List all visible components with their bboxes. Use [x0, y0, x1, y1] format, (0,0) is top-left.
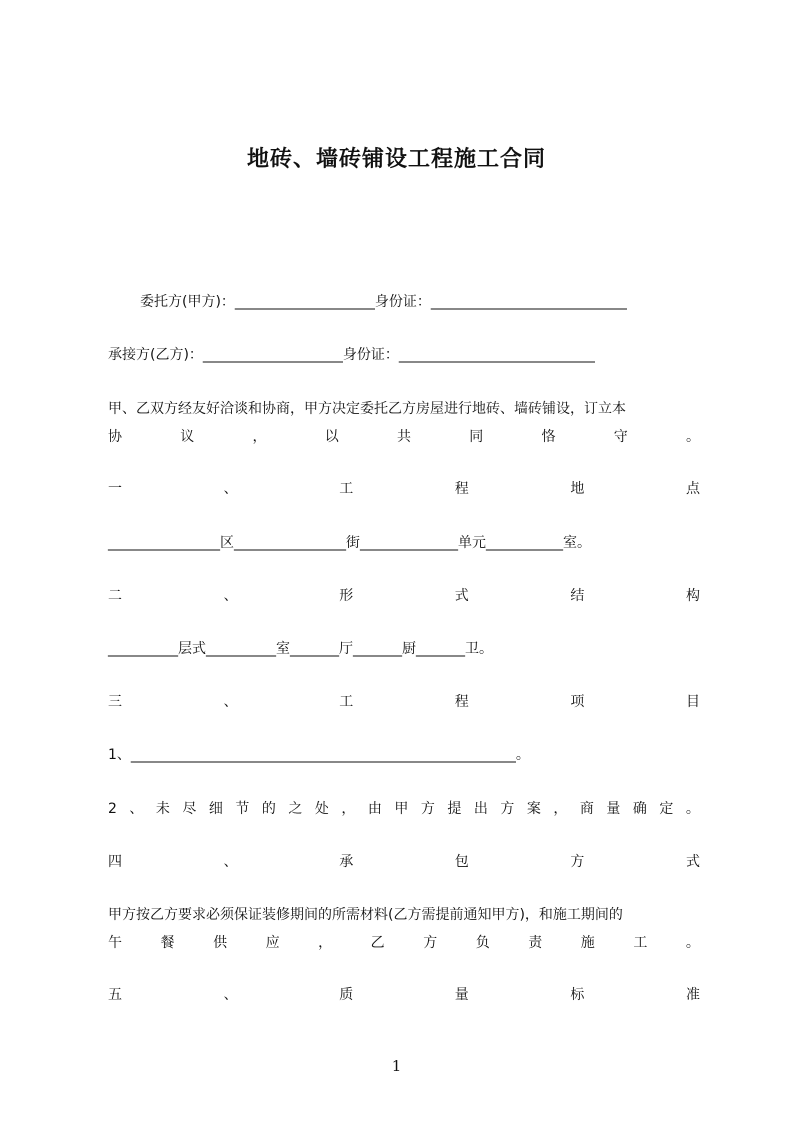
justified-char: 工 [339, 481, 354, 497]
justified-char: 项 [570, 694, 585, 710]
justified-char: 由 [367, 801, 382, 817]
justified-char: 商 [579, 801, 594, 817]
justified-char: 程 [454, 694, 469, 710]
section-4-heading [108, 853, 700, 871]
justified-char: 。 [685, 935, 700, 951]
section-3-item-2 [108, 800, 700, 818]
justified-char: 、 [223, 481, 238, 497]
justified-char: 一 [108, 481, 122, 497]
justified-char: 出 [473, 801, 488, 817]
justified-char: 共 [397, 429, 411, 445]
section-2-structure: __________层式__________室_______厅_______厨_______卫。 [108, 641, 493, 657]
justified-char: ， [553, 801, 568, 817]
justified-char: 工 [339, 694, 354, 710]
justified-char: ， [318, 935, 333, 951]
section-2-heading [108, 587, 700, 605]
justified-char: 负 [475, 935, 490, 951]
section-5-heading [108, 986, 700, 1004]
justified-char: 处 [314, 801, 329, 817]
justified-char: 构 [685, 588, 700, 604]
justified-char: 之 [288, 801, 303, 817]
section-3-item-1: 1、_______________________________________________________。 [108, 747, 530, 763]
intro-line-1: 甲、乙双方经友好洽谈和协商，甲方决定委托乙方房屋进行地砖、墙砖铺设，订立本 [108, 401, 626, 417]
justified-char: 协 [108, 429, 122, 445]
justified-char: 承 [339, 854, 354, 870]
justified-char: 施 [580, 935, 595, 951]
justified-char: 同 [469, 429, 484, 445]
justified-char: 节 [235, 801, 250, 817]
section-4-line-2 [108, 934, 700, 952]
justified-char: 四 [108, 854, 122, 870]
justified-char: 甲 [394, 801, 409, 817]
justified-char: 准 [685, 987, 700, 1003]
justified-char: 三 [108, 694, 122, 710]
justified-char: 以 [324, 429, 339, 445]
justified-char: 量 [454, 987, 469, 1003]
justified-char: 、 [223, 987, 238, 1003]
justified-char: 未 [155, 801, 170, 817]
page-title: 地砖、墙砖铺设工程施工合同 [246, 147, 546, 172]
party-a-line: 委托方(甲方)：____________________身份证：____________________________ [140, 294, 627, 310]
justified-char: 、 [223, 588, 238, 604]
page-number: 1 [391, 1057, 402, 1075]
section-1-address: ________________区________________街______________单元___________室。 [108, 535, 591, 551]
justified-char: 方 [500, 801, 515, 817]
justified-char: 餐 [160, 935, 175, 951]
justified-char: 点 [685, 481, 700, 497]
justified-char: 式 [454, 588, 469, 604]
justified-char: 方 [570, 854, 585, 870]
justified-char: 。 [685, 801, 700, 817]
justified-char: 案 [526, 801, 541, 817]
justified-char: 、 [223, 854, 238, 870]
justified-char: 守 [613, 429, 628, 445]
justified-char: 程 [454, 481, 469, 497]
party-b-line: 承接方(乙方)：____________________身份证：____________________________ [108, 347, 595, 363]
justified-char: 应 [265, 935, 280, 951]
justified-char: 细 [208, 801, 223, 817]
justified-char: 形 [339, 588, 354, 604]
justified-char: 议 [180, 429, 195, 445]
justified-char: 量 [606, 801, 621, 817]
justified-char: 定 [659, 801, 674, 817]
justified-char: 午 [108, 935, 122, 951]
justified-char: 方 [420, 801, 435, 817]
justified-char: 工 [633, 935, 648, 951]
justified-char: 提 [447, 801, 462, 817]
justified-char: 的 [261, 801, 276, 817]
justified-char: 质 [339, 987, 354, 1003]
justified-char: 、 [223, 694, 238, 710]
justified-char: 。 [686, 429, 700, 445]
justified-char: 、 [129, 801, 144, 817]
justified-char: 标 [570, 987, 585, 1003]
justified-char: 尽 [182, 801, 197, 817]
justified-char: 目 [685, 694, 700, 710]
section-4-line-1: 甲方按乙方要求必须保证装修期间的所需材料(乙方需提前通知甲方)，和施工期间的 [108, 907, 623, 923]
justified-char: 确 [632, 801, 647, 817]
justified-char: 方 [423, 935, 438, 951]
justified-char: 式 [685, 854, 700, 870]
section-3-heading [108, 693, 700, 711]
justified-char: 责 [528, 935, 543, 951]
section-1-heading [108, 480, 700, 498]
justified-char: 包 [454, 854, 469, 870]
justified-char: 地 [570, 481, 585, 497]
justified-char: ， [341, 801, 356, 817]
justified-char: 2 [108, 801, 117, 817]
justified-char: 五 [108, 987, 122, 1003]
justified-char: 恪 [541, 429, 556, 445]
justified-char: ， [252, 429, 267, 445]
justified-char: 二 [108, 588, 122, 604]
justified-char: 供 [213, 935, 228, 951]
justified-char: 结 [570, 588, 585, 604]
intro-line-2 [108, 428, 700, 446]
justified-char: 乙 [370, 935, 385, 951]
